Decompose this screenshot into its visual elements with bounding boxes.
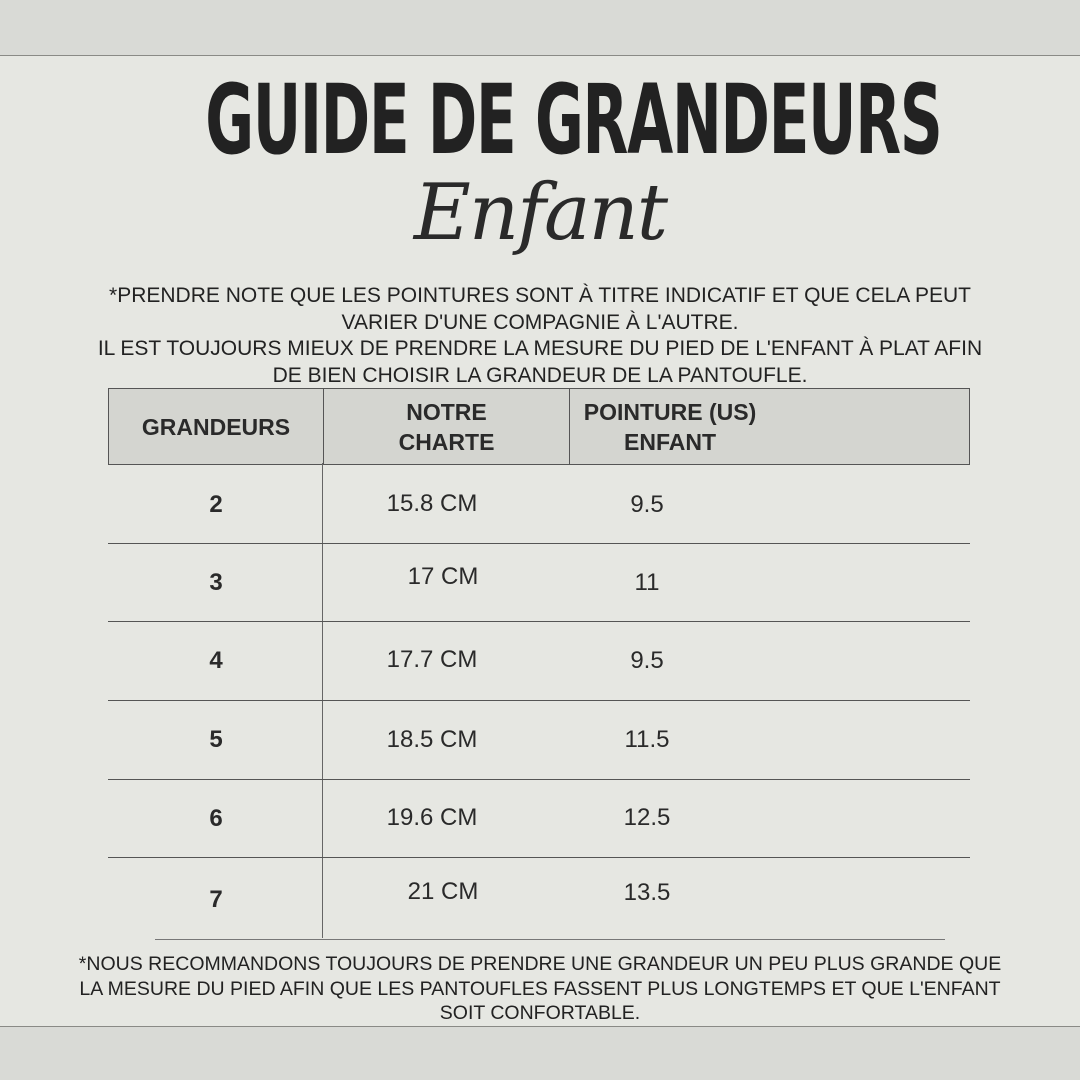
row-size: 5: [209, 726, 223, 753]
row-us: 9.5: [630, 647, 664, 674]
row-size: 3: [209, 569, 223, 596]
bottom-note: [40, 952, 1040, 1026]
header-us: [569, 389, 770, 464]
row-us: 9.5: [630, 491, 664, 518]
table-header: [108, 388, 970, 465]
header-chart: [323, 389, 569, 464]
row-divider: [108, 621, 970, 622]
row-divider: [108, 779, 970, 780]
row-divider: [108, 857, 970, 858]
row-us: 13.5: [623, 879, 671, 906]
bottom-note-line: LA MESURE DU PIED AFIN QUE LES PANTOUFLES FASSENT PLUS LONGTEMPS ET QUE L'ENFANT: [79, 977, 1001, 1000]
row-chart: 18.5 CM: [386, 726, 478, 753]
bottom-note-line: *NOUS RECOMMANDONS TOUJOURS DE PRENDRE UNE GRANDEUR UN PEU PLUS GRANDE QUE: [78, 953, 1002, 975]
header-us-line1: POINTURE (US): [583, 398, 757, 425]
top-note: [40, 283, 1040, 389]
row-chart: 21 CM: [407, 878, 479, 905]
row-size: 7: [209, 886, 223, 913]
row-divider: [108, 543, 970, 544]
row-size: 6: [209, 805, 223, 832]
top-note-line: IL EST TOUJOURS MIEUX DE PRENDRE LA MESURE DU PIED DE L'ENFANT À PLAT AFIN: [97, 337, 983, 360]
page-subtitle: Enfant: [413, 168, 667, 258]
header-chart-line1: NOTRE: [406, 398, 487, 425]
row-size: 4: [209, 647, 223, 674]
row-divider: [108, 700, 970, 701]
top-note-line: VARIER D'UNE COMPAGNIE À L'AUTRE.: [341, 310, 739, 334]
row-chart: 17.7 CM: [386, 646, 478, 673]
row-us: 12.5: [623, 804, 671, 831]
header-us-line2: ENFANT: [624, 428, 716, 455]
header-size: GRANDEURS: [141, 413, 291, 440]
bottom-note-line: SOIT CONFORTABLE.: [439, 1002, 641, 1024]
row-us: 11.5: [624, 726, 670, 753]
row-chart: 17 CM: [407, 563, 479, 590]
header-chart-line2: CHARTE: [398, 428, 495, 455]
row-us: 11: [634, 569, 660, 596]
table-bottom-rule: [155, 939, 945, 940]
page-title: GUIDE DE GRANDEURS: [205, 64, 942, 176]
row-chart: 15.8 CM: [386, 490, 478, 517]
top-note-line: DE BIEN CHOISIR LA GRANDEUR DE LA PANTOUFLE.: [272, 363, 808, 387]
top-note-line: *PRENDRE NOTE QUE LES POINTURES SONT À TITRE INDICATIF ET QUE CELA PEUT: [109, 284, 971, 307]
row-size: 2: [209, 491, 223, 518]
row-chart: 19.6 CM: [386, 804, 478, 831]
